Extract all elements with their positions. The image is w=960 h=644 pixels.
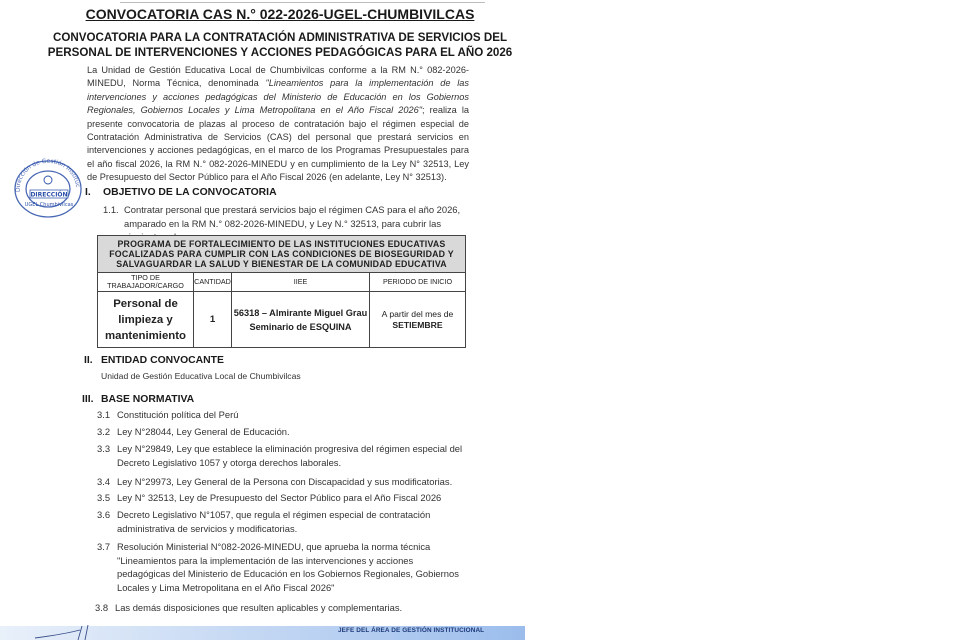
list-item-text: Ley N° 32513, Ley de Presupuesto del Sector Público para el Año Fiscal 2026 xyxy=(117,492,442,503)
section-2-number: II. xyxy=(84,355,93,366)
cell-periodo-mes: SETIEMBRE xyxy=(392,319,443,330)
list-item-number: 3.4 xyxy=(97,476,111,487)
cell-periodo-pre: A partir del mes de xyxy=(381,308,454,319)
list-item-number: 3.5 xyxy=(97,492,111,503)
program-header: PROGRAMA DE FORTALECIMIENTO DE LAS INSTITUCIONES EDUCATIVAS FOCALIZADAS PARA CUMPLIR CON LAS CONDICIONES DE BIOSEGURIDAD Y SALVAGUARDAR LA SALUD Y BIENESTAR DE LA COMUNIDAD EDUCATIVA xyxy=(98,236,466,273)
top-rule xyxy=(120,2,485,3)
intro-paragraph xyxy=(87,64,469,185)
intro-part-1: La Unidad de Gestión Educativa Local de Chumbivilcas conforme a la RM N.° 082-2026-MINEDU, Norma Técnica, denominada xyxy=(87,65,469,89)
cell-iiee: 56318 – Almirante Miguel Grau Seminario de ESQUINA xyxy=(232,292,370,348)
list-item xyxy=(97,408,467,422)
list-item xyxy=(95,601,465,615)
seal-top-text: Dirección de Gestión Instituc xyxy=(14,157,82,193)
list-item-number: 3.2 xyxy=(97,426,111,437)
table-row xyxy=(98,292,466,348)
col-iiee-header: IIEE xyxy=(232,273,370,292)
cell-periodo xyxy=(370,292,466,348)
list-item-text: Ley N°29849, Ley que establece la eliminación progresiva del régimen especial del Decreto Legislativo 1057 y otorga derechos laborales. xyxy=(117,443,463,468)
list-item-text: Constitución política del Perú xyxy=(117,409,239,420)
intro-part-2: ; realiza la presente convocatoria de plazas al proceso de contratación bajo el régimen especial de Contratación Administrativa de Servicios (CAS) del personal que prestará servicios en intervenciones y acciones pedagógicas, en el marco de los Programas Presupuestales para el año fiscal 2026, la RM N.° 082-2026-MINEDU y en cumplimiento de la Ley N° 32513, Ley de Presupuesto del Sector Público para el Año Fiscal 2026 (en adelante, Ley N° 32513). xyxy=(87,105,470,183)
subtitle-line-1: CONVOCATORIA PARA LA CONTRATACIÓN ADMINISTRATIVA DE SERVICIOS DEL xyxy=(52,31,508,44)
list-item-text: Ley N°29973, Ley General de la Persona con Discapacidad y sus modificatorias. xyxy=(117,476,453,487)
section-1-title: OBJETIVO DE LA CONVOCATORIA xyxy=(103,187,277,198)
cell-cargo: Personal de limpieza y mantenimiento xyxy=(98,292,194,348)
list-item-number: 3.1 xyxy=(97,409,111,420)
list-item-number: 3.6 xyxy=(97,509,111,520)
col-tipo-header: TIPO DE TRABAJADOR/CARGO xyxy=(98,273,194,292)
section-3-number: III. xyxy=(82,394,94,405)
cell-cantidad: 1 xyxy=(194,292,232,348)
col-cantidad-header: CANTIDAD xyxy=(194,273,232,292)
section-2-title: ENTIDAD CONVOCANTE xyxy=(101,355,224,366)
footer-signature: JEFE DEL ÁREA DE GESTIÓN INSTITUCIONAL xyxy=(338,627,485,634)
list-item-number: 3.8 xyxy=(95,602,109,613)
section-1-number: I. xyxy=(85,187,91,198)
list-item-text: Ley N°28044, Ley General de Educación. xyxy=(117,426,290,437)
list-item xyxy=(97,491,467,505)
institutional-seal-icon xyxy=(8,152,86,218)
col-periodo-header: PERIODO DE INICIO xyxy=(370,273,466,292)
list-item xyxy=(97,540,467,594)
seal-bottom-text: UGEL Chumbivilcas xyxy=(24,202,74,208)
list-item xyxy=(97,442,467,469)
list-item-number: 3.7 xyxy=(97,541,111,552)
document-subtitle xyxy=(0,30,560,60)
list-item xyxy=(97,425,467,439)
list-item-number: 3.3 xyxy=(97,443,111,454)
section-2-text: Unidad de Gestión Educativa Local de Chumbivilcas xyxy=(101,371,301,381)
list-item xyxy=(97,475,467,489)
intro-italic: "Lineamientos para la implementación de las intervenciones y acciones pedagógicas del Ministerio de Educación en los Gobiernos Regionales, Gobiernos Locales y Lima Metropolitana en el Año Fiscal 2026" xyxy=(87,78,469,116)
subtitle-line-2: PERSONAL DE INTERVENCIONES Y ACCIONES PEDAGÓGICAS PARA EL AÑO 2026 xyxy=(47,46,513,59)
document-title: CONVOCATORIA CAS N.° 022-2026-UGEL-CHUMBIVILCAS xyxy=(85,6,475,22)
item-1-1-number: 1.1. xyxy=(103,204,119,215)
list-item-text: Las demás disposiciones que resulten aplicables y complementarias. xyxy=(115,602,403,613)
section-3-title: BASE NORMATIVA xyxy=(101,394,195,405)
list-item-text: Resolución Ministerial N°082-2026-MINEDU, que aprueba la norma técnica "Lineamientos para la implementación de las intervenciones y acciones pedagógicas del Ministerio de Educación en los Gobiernos Regionales, Gobiernos Locales y Lima Metropolitana en el Año Fiscal 2026" xyxy=(117,541,459,593)
seal-center-text: DIRECCIÓN xyxy=(30,191,68,199)
list-item xyxy=(97,508,467,535)
item-1-1-text: Contratar personal que prestará servicios bajo el régimen CAS para el año 2026, amparado en la RM N.° 082-2026-MINEDU, y Ley N.° 32513, para cubrir las xyxy=(124,204,461,229)
list-item-text: Decreto Legislativo N°1057, que regula el régimen especial de contratación administrativa de servicios y modificatorias. xyxy=(117,509,431,534)
plazas-table xyxy=(97,235,466,348)
signature-stroke-icon xyxy=(30,622,110,642)
